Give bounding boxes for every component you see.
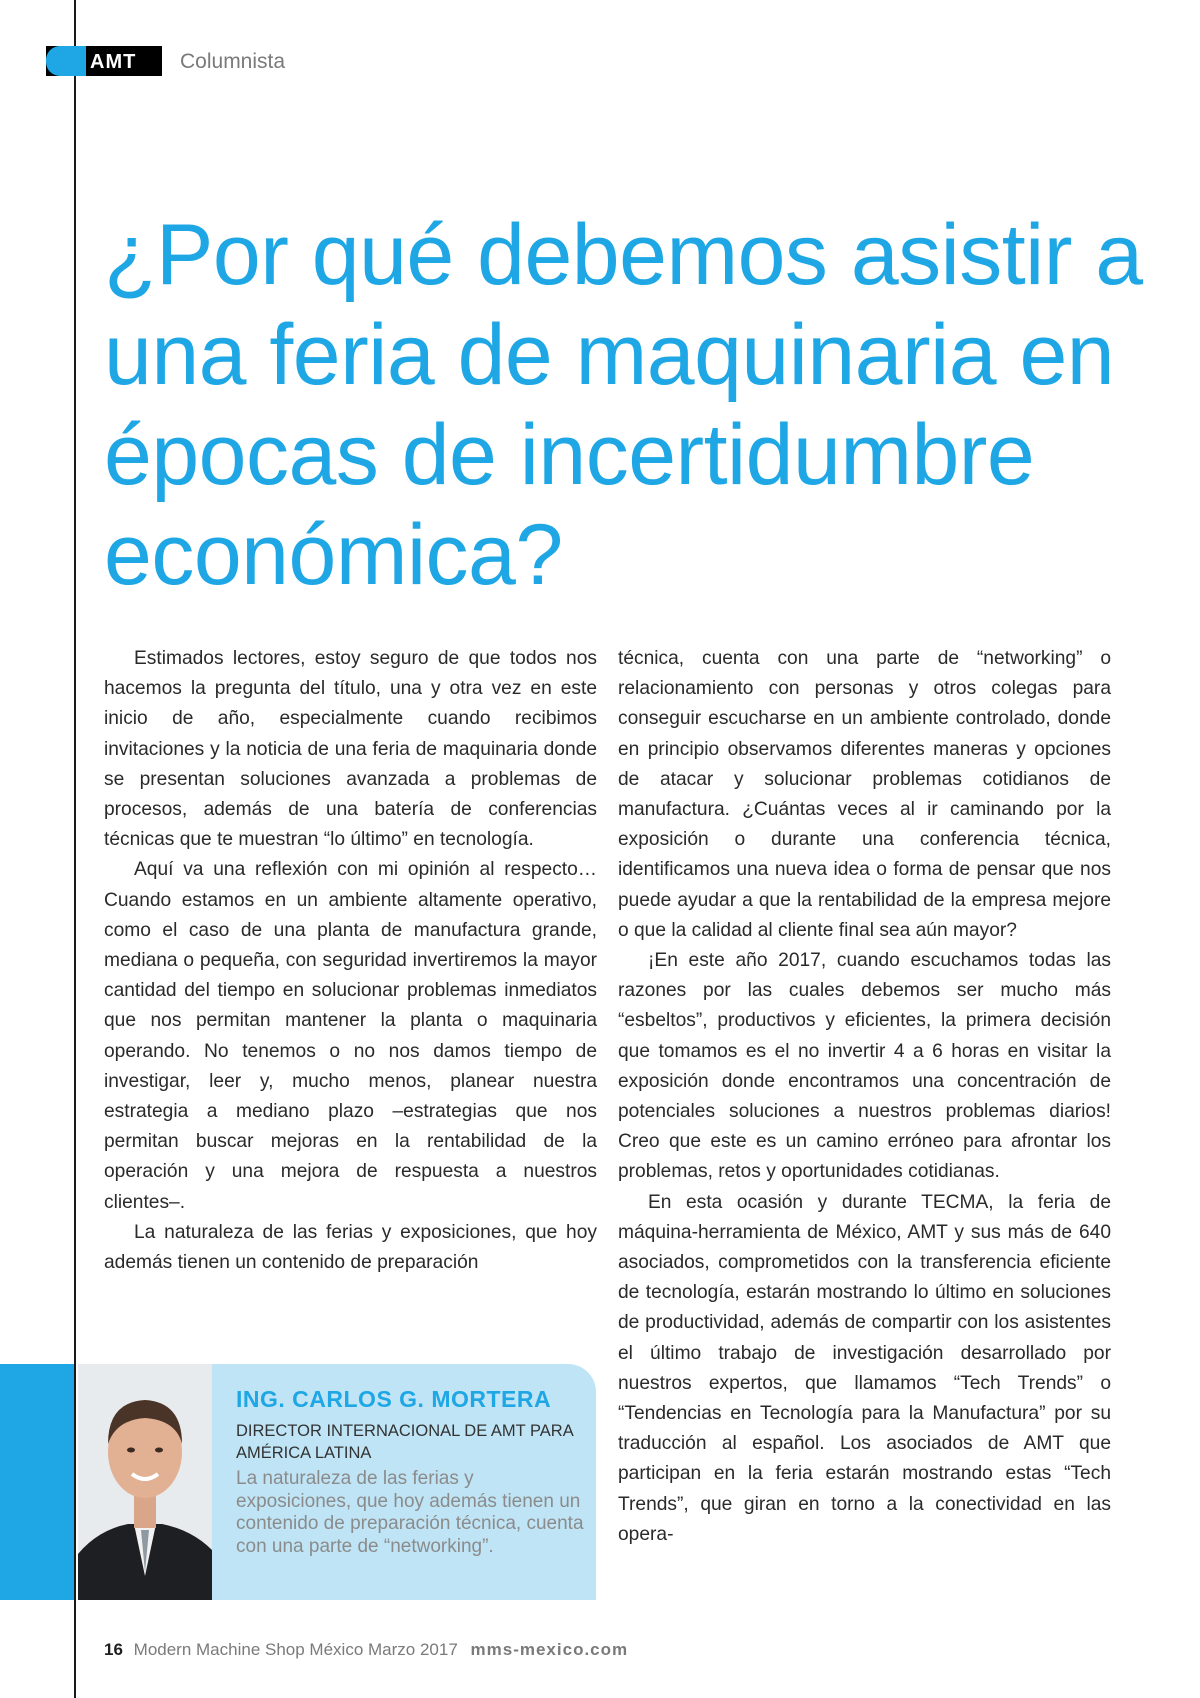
author-photo: [78, 1364, 212, 1600]
page-number: 16: [104, 1640, 123, 1659]
page-header: [0, 46, 400, 76]
article-title: ¿Por qué debemos asistir a una feria de maquinaria en épocas de incertidumbre económica?: [104, 207, 1143, 603]
section-name: Columnista: [180, 50, 286, 73]
paragraph: La naturaleza de las ferias y exposiciones, que hoy además tienen un contenido de preparación: [104, 1221, 597, 1274]
author-name: ING. CARLOS G. MORTERA: [236, 1386, 552, 1412]
body-column-right: [618, 644, 1111, 1550]
paragraph: En esta ocasión y durante TECMA, la feria de máquina-herramienta de México, AMT y sus más de 640 asociados, comprometidos con la transferencia eficiente de tecnología, estarán mostrando lo último en soluciones de productividad, además de compartir con los asistentes el último trabajo de investigación desarrollado por nuestros expertos, que llamamos “Tech Trends” o “Tendencias en Tecnología para la Manufactura” por su traducción al español. Los asociados de AMT que participan en la feria estarán mostrando estas “Tech Trends”, que giran en torno a la conectividad en las opera-: [618, 1191, 1111, 1545]
accent-bar: [0, 1364, 74, 1600]
paragraph: Estimados lectores, estoy seguro de que todos nos hacemos la pregunta del título, una y otra vez en este inicio de año, especialmente cuando recibimos invitaciones y la noticia de una feria de maquinaria donde se presentan soluciones avanzada a problemas de procesos, además de una batería de conferencias técnicas que te muestran “lo último” en tecnología.: [104, 648, 597, 851]
pull-quote: La naturaleza de las ferias y exposiciones, que hoy además tienen un contenido de preparación técnica, cuenta con una parte de “networking”.: [236, 1468, 584, 1557]
paragraph-continued: técnica, cuenta con una parte de “networking” o relacionamiento con personas y otros colegas para conseguir escucharse en un ambiente controlado, donde en principio observamos diferentes maneras y opciones de atacar y solucionar problemas cotidianos de manufactura. ¿Cuántas veces al ir caminando por la exposición o durante una conferencia técnica, identificamos una nueva idea o forma de pensar que nos puede ayudar a que la rentabilidad de la empresa mejore o que la calidad al cliente final sea aún mayor?: [618, 648, 1111, 941]
body-column-left: [104, 644, 597, 1278]
paragraph: ¡En este año 2017, cuando escuchamos todas las razones por las cuales debemos ser mucho más “esbeltos”, productivos y eficientes, la primera decisión que tomamos es el no invertir 4 a 6 horas en visitar la exposición donde encontramos una concentración de potenciales soluciones a nuestros problemas diarios! Creo que este es un camino erróneo para afrontar los problemas, retos y oportunidades cotidianas.: [618, 950, 1111, 1183]
person-portrait-icon: [78, 1364, 212, 1600]
author-role: DIRECTOR INTERNACIONAL DE AMT PARA AMÉRICA LATINA: [236, 1422, 573, 1462]
page-footer: [104, 1640, 628, 1660]
website-link[interactable]: mms-mexico.com: [470, 1640, 629, 1659]
section-tag: [46, 46, 162, 76]
section-tag-label: AMT: [90, 51, 137, 73]
publication-name: Modern Machine Shop México Marzo 2017: [133, 1640, 458, 1659]
paragraph: Aquí va una reflexión con mi opinión al respecto… Cuando estamos en un ambiente altamente operativo, como el caso de una planta de manufactura grande, mediana o pequeña, con seguridad invertiremos la mayor cantidad del tiempo en solucionar problemas inmediatos que nos permitan mantener la planta o maquinaria operando. No tenemos o no nos damos tiempo de investigar, leer y, mucho menos, planear nuestra estrategia a mediano plazo –estrategias que nos permitan buscar mejoras en la rentabilidad de la operación y una mejora de respuesta a nuestros clientes–.: [104, 859, 597, 1213]
author-box: [0, 1364, 596, 1600]
